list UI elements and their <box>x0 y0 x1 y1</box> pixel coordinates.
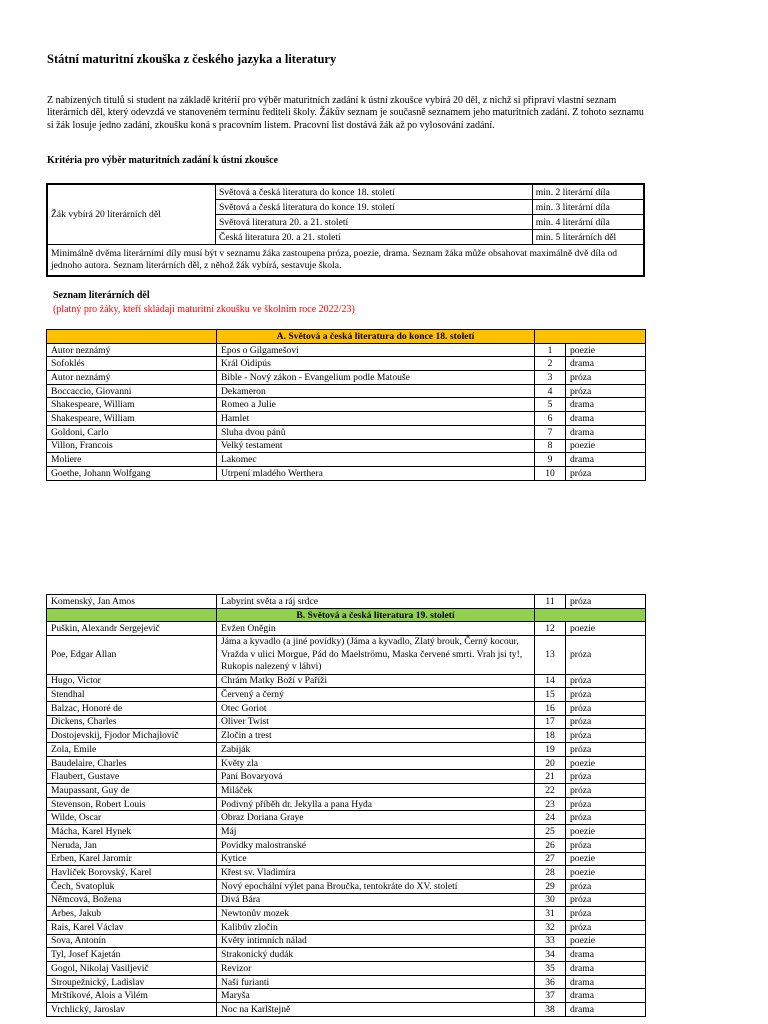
author-cell: Komenský, Jan Amos <box>47 595 217 609</box>
genre-cell: drama <box>566 962 646 976</box>
number-cell: 16 <box>535 701 566 715</box>
author-cell: Shakespeare, William <box>47 398 217 412</box>
number-cell: 23 <box>535 797 566 811</box>
number-cell: 31 <box>535 907 566 921</box>
genre-cell: próza <box>566 743 646 757</box>
section-header-empty-cell <box>535 330 646 344</box>
section-header-row <box>47 608 646 622</box>
table-row <box>47 866 646 880</box>
author-cell: Autor neznámý <box>47 343 217 357</box>
author-cell: Mácha, Karel Hynek <box>47 825 217 839</box>
work-cell: Oliver Twist <box>217 715 535 729</box>
number-cell: 10 <box>535 466 566 480</box>
table-row <box>47 453 646 467</box>
table-row <box>47 439 646 453</box>
number-cell: 14 <box>535 674 566 688</box>
genre-cell: poezie <box>566 866 646 880</box>
number-cell: 34 <box>535 948 566 962</box>
author-cell: Rais, Karel Václav <box>47 920 217 934</box>
table-row <box>47 357 646 371</box>
genre-cell: poezie <box>566 622 646 636</box>
work-cell: Zabiják <box>217 743 535 757</box>
number-cell: 6 <box>535 412 566 426</box>
table-row <box>47 962 646 976</box>
author-cell: Puškin, Alexandr Sergejevič <box>47 622 217 636</box>
number-cell: 18 <box>535 729 566 743</box>
work-cell: Velký testament <box>217 439 535 453</box>
criteria-note: Minimálně dvěma literárními díly musí být v seznamu žáka zastoupena próza, poezie, drama. Seznam žáka může obsahovat maximálně dvě díla od jednoho autora. Seznam literárních děl, z něhož žák vybírá, sestavuje škola. <box>47 245 644 277</box>
genre-cell: drama <box>566 425 646 439</box>
work-cell: Červený a černý <box>217 688 535 702</box>
table-row <box>47 729 646 743</box>
author-cell: Goethe, Johann Wolfgang <box>47 466 217 480</box>
author-cell: Dickens, Charles <box>47 715 217 729</box>
table-row <box>47 595 646 609</box>
table-row <box>47 636 646 675</box>
genre-cell: drama <box>566 948 646 962</box>
list-subheading: (platný pro žáky, kteří skládají maturitní zkoušku ve školním roce 2022/23) <box>53 304 355 315</box>
number-cell: 37 <box>535 989 566 1003</box>
work-cell: Newtonův mozek <box>217 907 535 921</box>
author-cell: Mrštíkové, Alois a Vilém <box>47 989 217 1003</box>
table-row <box>47 622 646 636</box>
author-cell: Moliere <box>47 453 217 467</box>
section-header-empty-cell <box>47 330 217 344</box>
genre-cell: próza <box>566 729 646 743</box>
genre-cell: drama <box>566 357 646 371</box>
work-cell: Král Oidipús <box>217 357 535 371</box>
table-row <box>47 948 646 962</box>
work-cell: Obraz Doriana Graye <box>217 811 535 825</box>
genre-cell: próza <box>566 920 646 934</box>
table-row <box>47 412 646 426</box>
genre-cell: próza <box>566 770 646 784</box>
work-cell: Strakonický dudák <box>217 948 535 962</box>
author-cell: Goldoni, Carlo <box>47 425 217 439</box>
author-cell: Čech, Svatopluk <box>47 879 217 893</box>
genre-cell: próza <box>566 595 646 609</box>
author-cell: Havlíček Borovský, Karel <box>47 866 217 880</box>
author-cell: Balzac, Honoré de <box>47 701 217 715</box>
criteria-heading: Kritéria pro výběr maturitních zadání k ústní zkoušce <box>47 155 279 166</box>
work-cell: Naši furianti <box>217 975 535 989</box>
section-title: B. Světová a česká literatura 19. století <box>217 608 535 622</box>
number-cell: 36 <box>535 975 566 989</box>
genre-cell: próza <box>566 797 646 811</box>
criteria-min: min. 2 literární díla <box>532 184 644 200</box>
number-cell: 5 <box>535 398 566 412</box>
author-cell: Shakespeare, William <box>47 412 217 426</box>
author-cell: Flaubert, Gustave <box>47 770 217 784</box>
number-cell: 3 <box>535 371 566 385</box>
author-cell: Vrchlický, Jaroslav <box>47 1003 217 1017</box>
work-cell: Revizor <box>217 962 535 976</box>
author-cell: Stroupežnický, Ladislav <box>47 975 217 989</box>
table-row <box>47 838 646 852</box>
author-cell: Němcová, Božena <box>47 893 217 907</box>
criteria-period: Česká literatura 20. a 21. století <box>215 230 532 245</box>
criteria-period: Světová a česká literatura do konce 18. století <box>215 184 532 200</box>
author-cell: Gogol, Nikolaj Vasiljevič <box>47 962 217 976</box>
number-cell: 25 <box>535 825 566 839</box>
genre-cell: próza <box>566 811 646 825</box>
table-row <box>47 688 646 702</box>
number-cell: 30 <box>535 893 566 907</box>
genre-cell: próza <box>566 674 646 688</box>
criteria-period: Světová a česká literatura do konce 19. století <box>215 200 532 215</box>
table-row <box>47 384 646 398</box>
number-cell: 9 <box>535 453 566 467</box>
page-title: Státní maturitní zkouška z českého jazyka a literatury <box>47 52 337 66</box>
table-row <box>47 989 646 1003</box>
work-cell: Zločin a trest <box>217 729 535 743</box>
number-cell: 28 <box>535 866 566 880</box>
author-cell: Neruda, Jan <box>47 838 217 852</box>
work-cell: Chrám Matky Boží v Paříži <box>217 674 535 688</box>
number-cell: 19 <box>535 743 566 757</box>
genre-cell: próza <box>566 371 646 385</box>
table-row <box>47 784 646 798</box>
table-row <box>47 743 646 757</box>
author-cell: Dostojevskij, Fjodor Michajlovič <box>47 729 217 743</box>
author-cell: Autor neznámý <box>47 371 217 385</box>
work-cell: Květy intimních nálad <box>217 934 535 948</box>
author-cell: Erben, Karel Jaromír <box>47 852 217 866</box>
work-cell: Květy zla <box>217 756 535 770</box>
genre-cell: drama <box>566 412 646 426</box>
table-row <box>47 371 646 385</box>
number-cell: 13 <box>535 636 566 675</box>
genre-cell: próza <box>566 701 646 715</box>
criteria-min: min. 5 literárních děl <box>532 230 644 245</box>
work-cell: Bible - Nový zákon - Evangelium podle Matouše <box>217 371 535 385</box>
list-heading: Seznam literárních děl <box>53 290 150 301</box>
literature-table-section-b <box>46 594 646 1017</box>
genre-cell: próza <box>566 907 646 921</box>
number-cell: 27 <box>535 852 566 866</box>
genre-cell: poezie <box>566 439 646 453</box>
criteria-min: min. 3 literární díla <box>532 200 644 215</box>
number-cell: 15 <box>535 688 566 702</box>
number-cell: 20 <box>535 756 566 770</box>
work-cell: Nový epochální výlet pana Broučka, tentokráte do XV. století <box>217 879 535 893</box>
work-cell: Utrpení mladého Werthera <box>217 466 535 480</box>
author-cell: Stevenson, Robert Louis <box>47 797 217 811</box>
table-row <box>47 770 646 784</box>
criteria-period: Světová literatura 20. a 21. století <box>215 215 532 230</box>
table-row <box>47 756 646 770</box>
section-header-empty-cell <box>535 608 646 622</box>
author-cell: Stendhal <box>47 688 217 702</box>
work-cell: Lakomec <box>217 453 535 467</box>
criteria-min: min. 4 literární díla <box>532 215 644 230</box>
number-cell: 38 <box>535 1003 566 1017</box>
genre-cell: drama <box>566 453 646 467</box>
table-row <box>47 425 646 439</box>
author-cell: Arbes, Jakub <box>47 907 217 921</box>
genre-cell: próza <box>566 384 646 398</box>
genre-cell: poezie <box>566 825 646 839</box>
genre-cell: poezie <box>566 934 646 948</box>
work-cell: Jáma a kyvadlo (a jiné povídky) (Jáma a kyvadlo, Zlatý brouk, Černý kocour, Vražda v ulici Morgue, Pád do Maelströmu, Maska červené smrti. Vrah jsi ty!, Rukopis nalezený v láhvi) <box>217 636 535 675</box>
number-cell: 17 <box>535 715 566 729</box>
genre-cell: drama <box>566 975 646 989</box>
number-cell: 7 <box>535 425 566 439</box>
work-cell: Noc na Karlštejně <box>217 1003 535 1017</box>
work-cell: Labyrint světa a ráj srdce <box>217 595 535 609</box>
genre-cell: próza <box>566 784 646 798</box>
work-cell: Romeo a Julie <box>217 398 535 412</box>
author-cell: Zola, Emile <box>47 743 217 757</box>
section-header-empty-cell <box>47 608 217 622</box>
table-row <box>47 674 646 688</box>
author-cell: Sofoklés <box>47 357 217 371</box>
work-cell: Křest sv. Vladimíra <box>217 866 535 880</box>
author-cell: Sova, Antonín <box>47 934 217 948</box>
author-cell: Baudelaire, Charles <box>47 756 217 770</box>
number-cell: 8 <box>535 439 566 453</box>
work-cell: Miláček <box>217 784 535 798</box>
number-cell: 32 <box>535 920 566 934</box>
genre-cell: drama <box>566 1003 646 1017</box>
work-cell: Povídky malostranské <box>217 838 535 852</box>
genre-cell: próza <box>566 688 646 702</box>
work-cell: Sluha dvou pánů <box>217 425 535 439</box>
table-row <box>47 797 646 811</box>
number-cell: 1 <box>535 343 566 357</box>
number-cell: 24 <box>535 811 566 825</box>
intro-paragraph: Z nabízených titulů si student na základě kritérií pro výběr maturitních zadání k ústní zkoušce vybírá 20 děl, z nichž si připraví vlastní seznam literárních děl, který odevzdá ve stanoveném termínu řediteli školy. Žákův seznam je současně seznamem jeho maturitních zadání. Z tohoto seznamu si žák losuje jedno zadání, zkoušku koná s pracovním listem. Pracovní list dostává žák až po vylosování zadání. <box>47 95 644 131</box>
genre-cell: próza <box>566 838 646 852</box>
table-row <box>47 920 646 934</box>
author-cell: Wilde, Oscar <box>47 811 217 825</box>
table-row <box>47 715 646 729</box>
author-cell: Maupassant, Guy de <box>47 784 217 798</box>
number-cell: 4 <box>535 384 566 398</box>
genre-cell: drama <box>566 989 646 1003</box>
number-cell: 26 <box>535 838 566 852</box>
work-cell: Kalibův zločin <box>217 920 535 934</box>
table-row <box>47 811 646 825</box>
work-cell: Paní Bovaryová <box>217 770 535 784</box>
number-cell: 2 <box>535 357 566 371</box>
table-row <box>47 398 646 412</box>
criteria-left-cell: Žák vybírá 20 literárních děl <box>47 184 215 245</box>
genre-cell: próza <box>566 636 646 675</box>
table-row <box>47 825 646 839</box>
genre-cell: poezie <box>566 343 646 357</box>
work-cell: Epos o Gilgamešovi <box>217 343 535 357</box>
table-row <box>47 852 646 866</box>
author-cell: Tyl, Josef Kajetán <box>47 948 217 962</box>
table-row <box>47 343 646 357</box>
work-cell: Podivný příběh dr. Jekylla a pana Hyda <box>217 797 535 811</box>
number-cell: 21 <box>535 770 566 784</box>
genre-cell: próza <box>566 893 646 907</box>
work-cell: Hamlet <box>217 412 535 426</box>
criteria-table <box>46 183 645 277</box>
section-header-row <box>47 330 646 344</box>
author-cell: Hugo, Victor <box>47 674 217 688</box>
author-cell: Boccaccio, Giovanni <box>47 384 217 398</box>
table-row <box>47 934 646 948</box>
table-row <box>47 907 646 921</box>
criteria-note-row <box>47 245 644 277</box>
criteria-row <box>47 184 644 200</box>
table-row <box>47 466 646 480</box>
number-cell: 12 <box>535 622 566 636</box>
genre-cell: próza <box>566 466 646 480</box>
genre-cell: poezie <box>566 756 646 770</box>
author-cell: Poe, Edgar Allan <box>47 636 217 675</box>
number-cell: 33 <box>535 934 566 948</box>
work-cell: Evžen Oněgin <box>217 622 535 636</box>
work-cell: Otec Goriot <box>217 701 535 715</box>
table-row <box>47 879 646 893</box>
work-cell: Dekameron <box>217 384 535 398</box>
work-cell: Maryša <box>217 989 535 1003</box>
work-cell: Máj <box>217 825 535 839</box>
work-cell: Kytice <box>217 852 535 866</box>
table-row <box>47 1003 646 1017</box>
genre-cell: drama <box>566 398 646 412</box>
table-row <box>47 893 646 907</box>
number-cell: 11 <box>535 595 566 609</box>
genre-cell: próza <box>566 715 646 729</box>
literature-table-section-a <box>46 329 646 481</box>
genre-cell: poezie <box>566 852 646 866</box>
number-cell: 29 <box>535 879 566 893</box>
table-row <box>47 701 646 715</box>
number-cell: 22 <box>535 784 566 798</box>
work-cell: Divá Bára <box>217 893 535 907</box>
genre-cell: próza <box>566 879 646 893</box>
table-row <box>47 975 646 989</box>
author-cell: Villon, Francois <box>47 439 217 453</box>
section-title: A. Světová a česká literatura do konce 18. století <box>217 330 535 344</box>
number-cell: 35 <box>535 962 566 976</box>
